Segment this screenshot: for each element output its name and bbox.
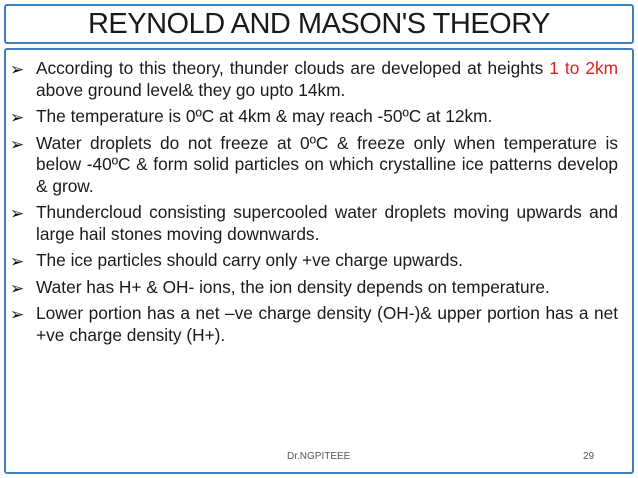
arrow-bullet-icon: ➢ <box>10 305 25 324</box>
bullet-item <box>8 250 618 272</box>
bullet-text: Lower portion has a net –ve charge density (OH-)& upper portion has a net +ve charge density (H+). <box>36 303 618 345</box>
arrow-bullet-icon: ➢ <box>10 60 25 79</box>
slide-title: REYNOLD AND MASON'S THEORY <box>87 7 551 40</box>
bullet-text: The temperature is 0ºC at 4km & may reach -50ºC at 12km. <box>36 106 493 126</box>
arrow-bullet-icon: ➢ <box>10 108 25 127</box>
bullet-item <box>8 202 618 245</box>
bullet-text: The ice particles should carry only +ve charge upwards. <box>36 250 463 270</box>
arrow-bullet-icon: ➢ <box>10 134 25 154</box>
bullet-list <box>8 58 618 351</box>
arrow-bullet-icon: ➢ <box>10 204 25 223</box>
bullet-text: Water has H+ & OH- ions, the ion density depends on temperature. <box>36 276 550 297</box>
bullet-text: Water droplets do not freeze at 0ºC & freeze only when temperature is below -40ºC & form solid particles on which crystalline ice patterns develop & grow. <box>36 132 618 196</box>
bullet-text: Thundercloud consisting supercooled water droplets moving upwards and large hail stones moving downwards. <box>36 202 618 244</box>
arrow-bullet-icon: ➢ <box>10 278 25 298</box>
bullet-text: above ground level& they go upto 14km. <box>36 79 346 100</box>
arrow-bullet-icon: ➢ <box>10 252 25 271</box>
bullet-item <box>8 58 618 101</box>
bullet-item <box>8 106 618 128</box>
bullet-item <box>8 133 618 198</box>
highlighted-text: 1 to 2km <box>549 58 618 78</box>
bullet-item <box>8 277 618 299</box>
title-bar <box>4 4 634 44</box>
bullet-text: According to this theory, thunder clouds are developed at heights <box>36 58 550 78</box>
page-number: 29 <box>583 451 595 462</box>
bullet-item <box>8 303 618 346</box>
footer-author: Dr.NGPITEEE <box>287 451 351 462</box>
